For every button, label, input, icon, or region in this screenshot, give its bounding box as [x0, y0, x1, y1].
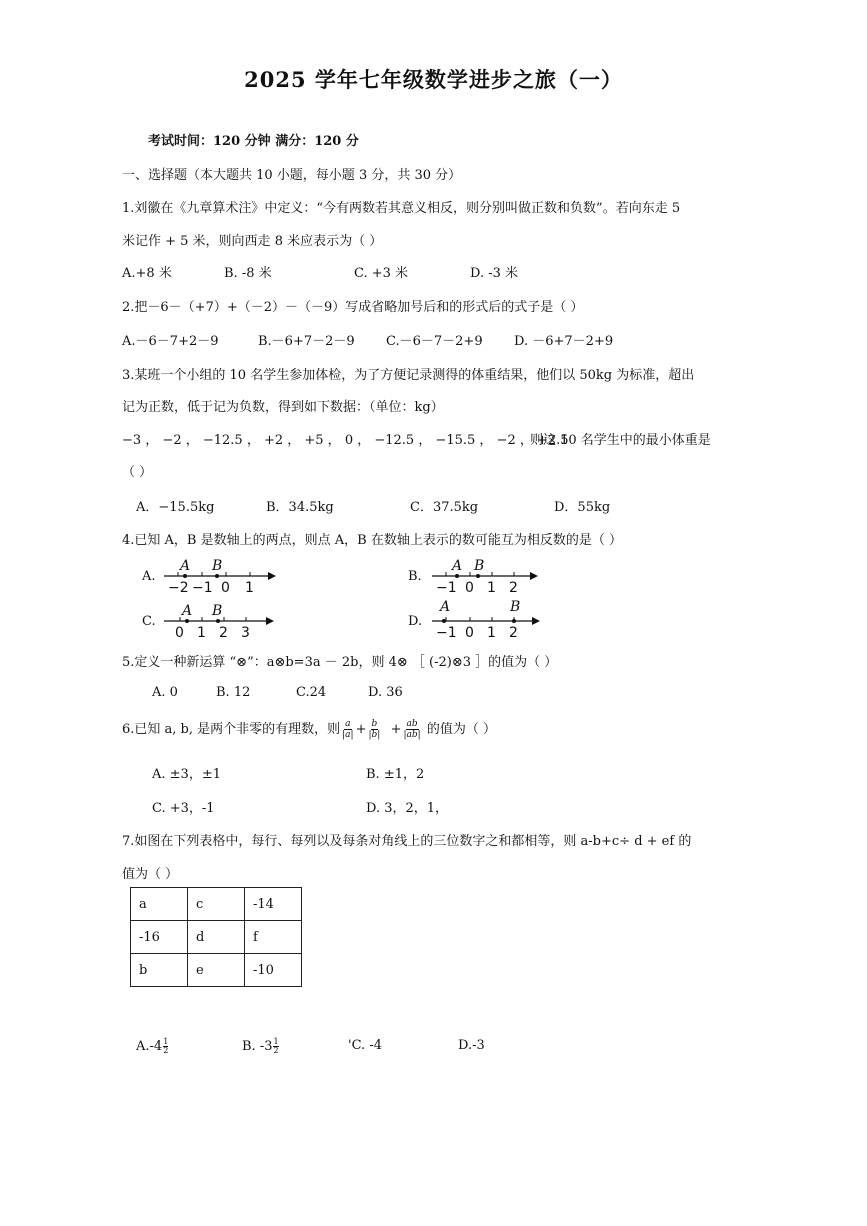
section-heading: 一、选择题（本大题共 10 小题，每小题 3 分，共 30 分） — [122, 168, 462, 183]
numberline-d-point-a: A — [440, 599, 451, 615]
numberline-b-point-b: B — [474, 558, 485, 574]
q3-stem-line2: 记为正数，低于记为负数，得到如下数据：（单位：kg） — [122, 400, 444, 415]
q6-option-a: A. ±3，±1 — [152, 767, 221, 782]
numberline-b — [428, 556, 548, 596]
q2-stem: 2.把－6－（+7）+（－2）－（－9）写成省略加号后和的形式后的式子是（ ） — [122, 300, 584, 315]
q6-option-c: C. +3，-1 — [152, 801, 215, 816]
table-row — [131, 954, 302, 987]
numberline-c-point-b: B — [212, 603, 223, 619]
q7-option-a-fraction — [163, 1038, 168, 1055]
q7-option-b — [242, 1038, 279, 1055]
numberline-a-point-b: B — [212, 558, 223, 574]
numberline-a-tick-label: −2 — [168, 580, 189, 596]
q6-plus: + — [355, 722, 367, 737]
numberline-a-tick-label: 0 — [221, 580, 230, 596]
q1-stem-line2: 米记作 + 5 米，则向西走 8 米应表示为（ ） — [122, 234, 383, 249]
numberline-b-tick-label: 0 — [465, 580, 474, 596]
q5-stem: 5.定义一种新运算 “⊗”：a⊗b=3a － 2b，则 4⊗ ［ (-2)⊗3 ］的值为（ ） — [122, 655, 558, 670]
numberline-d — [428, 601, 548, 641]
numberline-a-tick-label: −1 — [192, 580, 213, 596]
q7-option-b-label: B. -3 — [242, 1039, 273, 1054]
numberline-b-tick-label: −1 — [436, 580, 457, 596]
q3-option-b: B．34.5kg — [266, 500, 334, 515]
numberline-d-tick-label: 1 — [487, 625, 496, 641]
q2-option-b: B.－6+7－2－9 — [258, 334, 355, 349]
q6-fraction-a — [342, 719, 353, 740]
numberline-b-point-a: A — [452, 558, 463, 574]
q7-option-b-fraction — [273, 1038, 278, 1055]
table-cell: a — [131, 888, 188, 921]
table-cell: e — [188, 954, 245, 987]
numberline-a-point-a: A — [180, 558, 191, 574]
q6-fraction-ab-den: |ab| — [403, 730, 421, 740]
table-row — [131, 888, 302, 921]
q4-option-a: A. — [142, 569, 156, 584]
numberline-d-tick-label: 2 — [509, 625, 518, 641]
q6-fraction-ab-num: ab — [406, 719, 418, 729]
numberline-d-tick-label: −1 — [436, 625, 457, 641]
q6-fraction-ab — [403, 719, 420, 740]
q7-option-c: 'C. -4 — [348, 1038, 382, 1053]
fraction-num: 1 — [273, 1037, 279, 1046]
numberline-d-tick-label: 0 — [465, 625, 474, 641]
q6-plus: + — [390, 722, 402, 737]
q6-stem-suffix: 的值为（ ） — [426, 722, 496, 737]
table-cell: -16 — [131, 921, 188, 954]
q1-option-b: B. -8 米 — [224, 266, 272, 281]
q3-option-a: A．−15.5kg — [136, 500, 215, 515]
q3-data: −3 ， −2 ， −12.5 ， +2 ， +5 ， 0 ， −12.5 ， −15.5 ， −2 ， +2.5 — [122, 433, 569, 448]
table-cell: b — [131, 954, 188, 987]
q2-option-d: D. －6+7－2+9 — [514, 334, 614, 349]
q5-option-d: D. 36 — [368, 685, 403, 700]
numberline-d-point-b: B — [510, 599, 521, 615]
table-cell: f — [245, 921, 302, 954]
fraction-den: 2 — [273, 1046, 279, 1055]
page-title: 2025 学年七年级数学进步之旅（一） — [244, 67, 623, 92]
table-cell: c — [188, 888, 245, 921]
q5-option-c: C.24 — [296, 685, 327, 700]
q3-option-c: C．37.5kg — [410, 500, 479, 515]
numberline-a — [160, 556, 280, 596]
q7-option-a — [136, 1038, 168, 1055]
numberline-b-tick-label: 1 — [487, 580, 496, 596]
table-row — [131, 921, 302, 954]
numberline-c-point-a: A — [182, 603, 193, 619]
numberline-c — [160, 601, 280, 641]
numberline-b-tick-label: 2 — [509, 580, 518, 596]
q3-ask: 则这 10 名学生中的最小体重是 — [530, 433, 711, 448]
q7-stem-line2: 值为（ ） — [122, 867, 179, 882]
numberline-c-tick-label: 0 — [175, 625, 184, 641]
q1-option-a: A.+8 米 — [122, 266, 172, 281]
fraction-num: 1 — [163, 1037, 169, 1046]
q6-option-d: D. 3，2，1， — [366, 801, 449, 816]
q2-option-c: C.－6－7－2+9 — [386, 334, 483, 349]
table-cell: d — [188, 921, 245, 954]
q4-option-b: B. — [408, 569, 422, 584]
numberline-a-tick-label: 1 — [245, 580, 254, 596]
magic-square-table — [130, 887, 302, 987]
q2-option-a: A.－6－7+2－9 — [122, 334, 219, 349]
q6-fraction-b-den: |b| — [368, 730, 381, 740]
q4-stem: 4.已知 A，B 是数轴上的两点，则点 A，B 在数轴上表示的数可能互为相反数的是（ ） — [122, 533, 622, 548]
q3-paren: （ ） — [122, 465, 153, 480]
exam-info: 考试时间：120 分钟 满分：120 分 — [148, 134, 359, 149]
q6-stem — [122, 716, 496, 744]
numberline-c-tick-label: 3 — [241, 625, 250, 641]
q6-option-b: B. ±1，2 — [366, 767, 425, 782]
q7-option-d: D.-3 — [458, 1038, 485, 1053]
q4-option-d: D. — [408, 614, 423, 629]
q1-option-c: C. +3 米 — [354, 266, 409, 281]
q3-option-d: D．55kg — [554, 500, 611, 515]
q3-stem-line1: 3.某班一个小组的 10 名学生参加体检，为了方便记录测得的体重结果，他们以 50kg 为标准，超出 — [122, 368, 695, 383]
q7-option-a-label: A.-4 — [136, 1039, 163, 1054]
q1-option-d: D. -3 米 — [470, 266, 519, 281]
q5-option-a: A. 0 — [152, 685, 178, 700]
q6-fraction-b-num: b — [371, 719, 378, 729]
q1-stem-line1: 1.刘徽在《九章算术注》中定义：“今有两数若其意义相反，则分别叫做正数和负数”。若向东走 5 — [122, 201, 681, 216]
table-cell: -10 — [245, 954, 302, 987]
q6-fraction-a-num: a — [345, 719, 351, 729]
q4-option-c: C. — [142, 614, 156, 629]
table-cell: -14 — [245, 888, 302, 921]
q5-option-b: B. 12 — [216, 685, 251, 700]
numberline-c-tick-label: 1 — [197, 625, 206, 641]
q7-stem-line1: 7.如图在下列表格中，每行、每列以及每条对角线上的三位数字之和都相等，则 a-b+c÷ d + ef 的 — [122, 834, 692, 849]
q6-fraction-a-den: |a| — [342, 730, 354, 740]
numberline-c-tick-label: 2 — [219, 625, 228, 641]
fraction-den: 2 — [163, 1046, 169, 1055]
q6-fraction-b — [368, 719, 380, 740]
q6-stem-prefix: 6.已知 a, b, 是两个非零的有理数，则 — [122, 722, 341, 737]
